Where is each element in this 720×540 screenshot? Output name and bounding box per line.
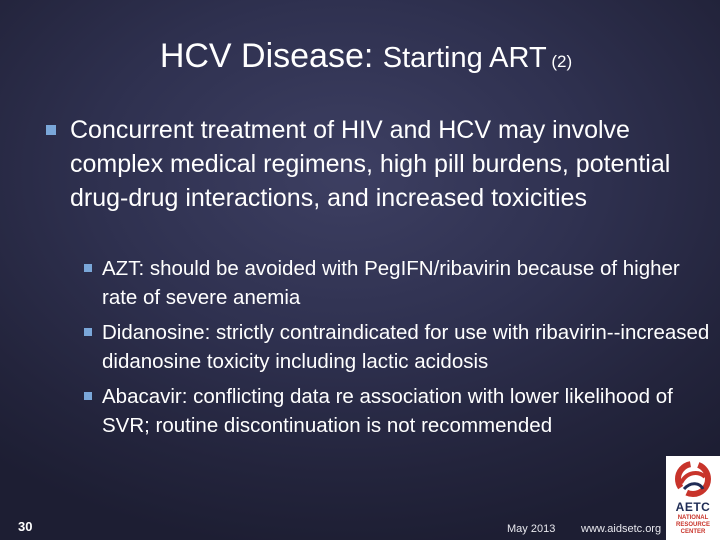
logo-subtitle-line: CENTER	[680, 529, 706, 535]
sub-bullet-item	[84, 318, 714, 376]
bullet-square-icon	[84, 392, 92, 400]
logo-subtitle-line: NATIONAL	[677, 515, 709, 521]
main-bullet	[46, 113, 706, 215]
sub-bullet-text: Abacavir: conflicting data re association with lower likelihood of SVR; routine discontinuation is not recommended	[102, 385, 673, 437]
logo-subtitle	[666, 515, 720, 536]
footer-date: May 2013	[507, 523, 556, 535]
title-part-3: (2)	[546, 52, 573, 71]
bullet-square-icon	[84, 328, 92, 336]
main-bullet-text: Concurrent treatment of HIV and HCV may involve complex medical regimens, high pill burdens, potential drug-drug interactions, and increased toxicities	[70, 116, 671, 212]
sub-bullet-item	[84, 382, 714, 440]
title-area	[0, 0, 720, 96]
logo-name: AETC	[675, 500, 711, 514]
slide-title	[0, 36, 720, 83]
footer-url: www.aidsetc.org	[581, 523, 662, 535]
aetc-swirl-icon	[673, 459, 713, 499]
title-part-1: HCV Disease:	[159, 37, 383, 75]
slide-number: 30	[18, 519, 33, 534]
bullet-square-icon	[84, 264, 92, 272]
sub-bullet-text: Didanosine: strictly contraindicated for use with ribavirin--increased didanosine toxicity including lactic acidosis	[102, 321, 710, 373]
sub-bullet-list	[84, 254, 714, 446]
aetc-logo	[666, 456, 720, 540]
title-part-2: Starting ART	[382, 42, 547, 74]
sub-bullet-item	[84, 254, 714, 312]
bullet-square-icon	[46, 125, 56, 135]
logo-subtitle-line: RESOURCE	[675, 522, 710, 528]
sub-bullet-text: AZT: should be avoided with PegIFN/ribavirin because of higher rate of severe anemia	[102, 257, 680, 309]
